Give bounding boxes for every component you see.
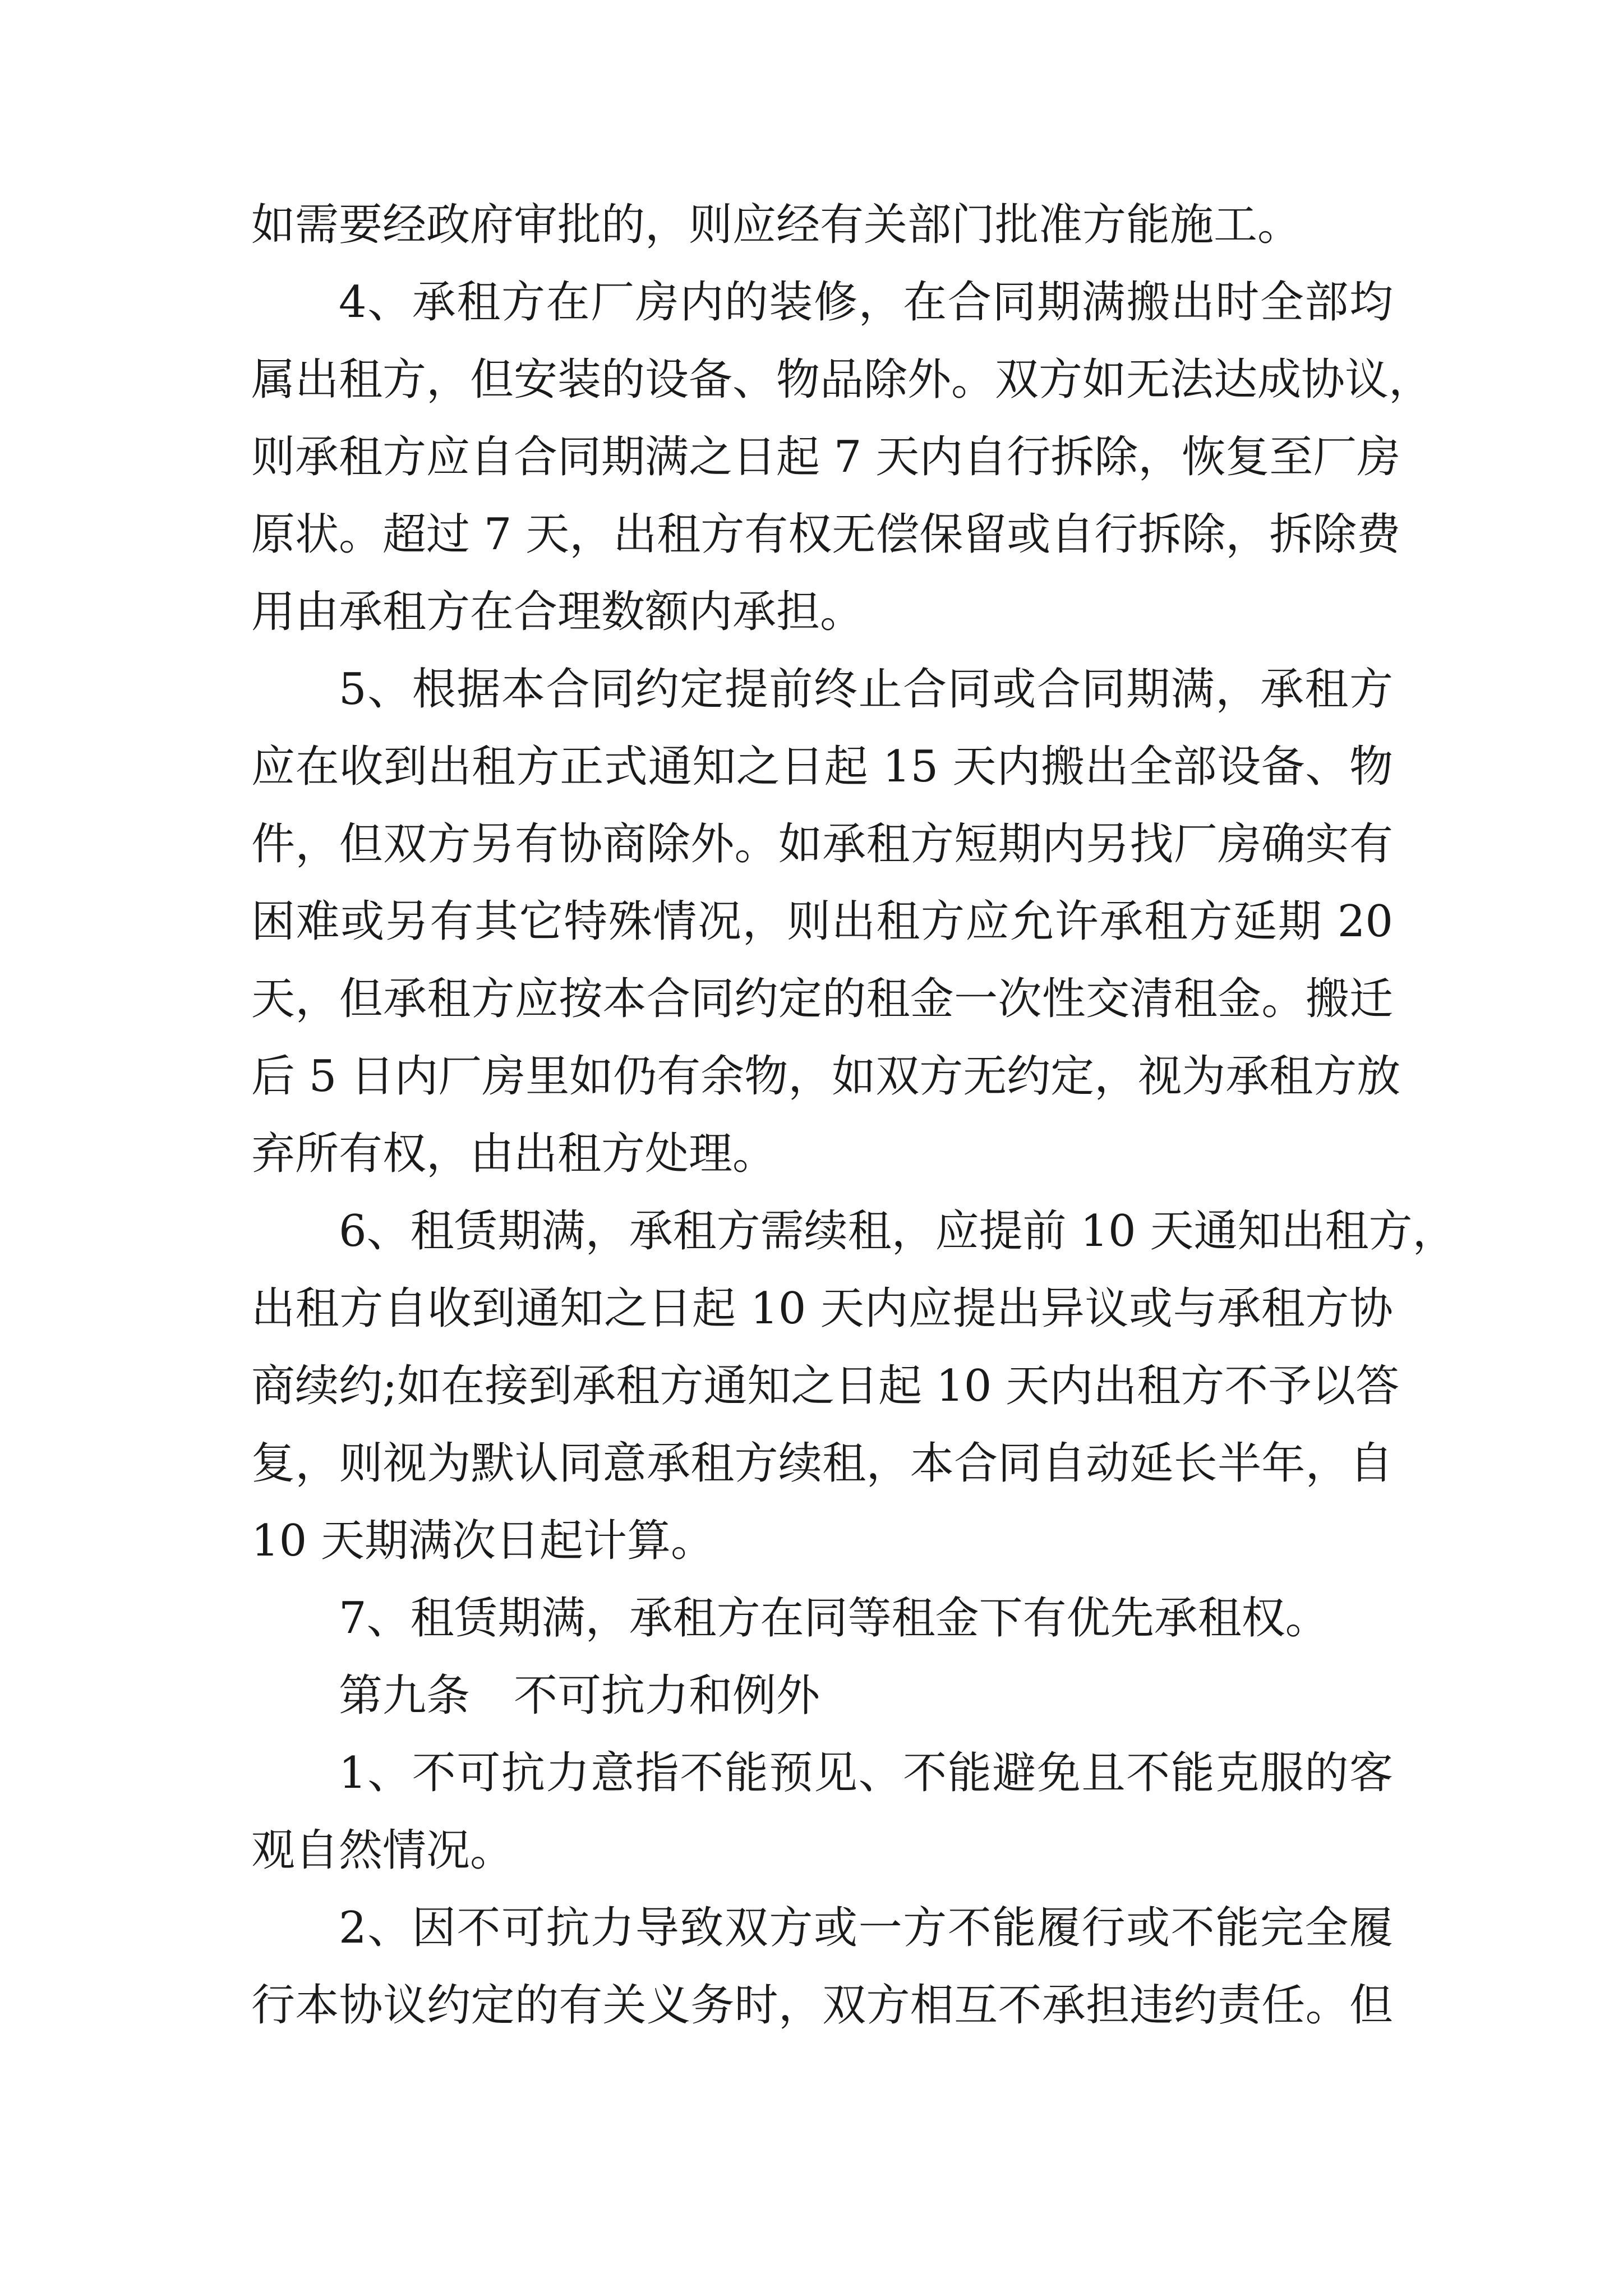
text-line: 2、因不可抗力导致双方或一方不能履行或不能完全履 — [339, 1903, 1393, 1953]
text-line: 属出租方，但安装的设备、物品除外。双方如无法达成协议， — [251, 355, 1433, 405]
text-line: 商续约;如在接到承租方通知之日起 10 天内出租方不予以答 — [251, 1361, 1400, 1411]
text-line: 后 5 日内厂房里如仍有余物，如双方无约定，视为承租方放 — [251, 1051, 1401, 1102]
text-line: 困难或另有其它特殊情况，则出租方应允许承租方延期 20 — [251, 896, 1393, 947]
text-line: 用由承租方在合理数额内承担。 — [251, 587, 864, 637]
text-line: 则承租方应自合同期满之日起 7 天内自行拆除，恢复至厂房 — [251, 432, 1401, 482]
text-line: 出租方自收到通知之日起 10 天内应提出异议或与承租方协 — [251, 1283, 1393, 1334]
text-line: 1、不可抗力意指不能预见、不能避免且不能克服的客 — [339, 1748, 1393, 1798]
text-line: 复，则视为默认同意承租方续租，本合同自动延长半年，自 — [251, 1438, 1393, 1489]
text-line: 原状。超过 7 天，出租方有权无偿保留或自行拆除，拆除费 — [251, 509, 1401, 560]
document-body — [251, 199, 1456, 2057]
text-line: 6、租赁期满，承租方需续租，应提前 10 天通知出租方， — [339, 1206, 1456, 1257]
section-heading: 第九条 不可抗力和例外 — [339, 1671, 820, 1721]
text-line: 10 天期满次日起计算。 — [251, 1516, 715, 1566]
text-line: 弃所有权，由出租方处理。 — [251, 1129, 777, 1179]
text-line: 7、租赁期满，承租方在同等租金下有优先承租权。 — [339, 1593, 1329, 1644]
text-line: 观自然情况。 — [251, 1825, 514, 1876]
text-line: 天，但承租方应按本合同约定的租金一次性交清租金。搬迁 — [251, 974, 1393, 1024]
text-line: 4、承租方在厂房内的装修，在合同期满搬出时全部均 — [339, 277, 1393, 328]
text-line: 行本协议约定的有关义务时，双方相互不承担违约责任。但 — [251, 1980, 1393, 2031]
text-line: 件，但双方另有协商除外。如承租方短期内另找厂房确实有 — [251, 819, 1393, 869]
text-line: 5、根据本合同约定提前终止合同或合同期满，承租方 — [339, 664, 1393, 715]
text-line: 应在收到出租方正式通知之日起 15 天内搬出全部设备、物 — [251, 742, 1393, 792]
text-line: 如需要经政府审批的，则应经有关部门批准方能施工。 — [251, 200, 1302, 250]
